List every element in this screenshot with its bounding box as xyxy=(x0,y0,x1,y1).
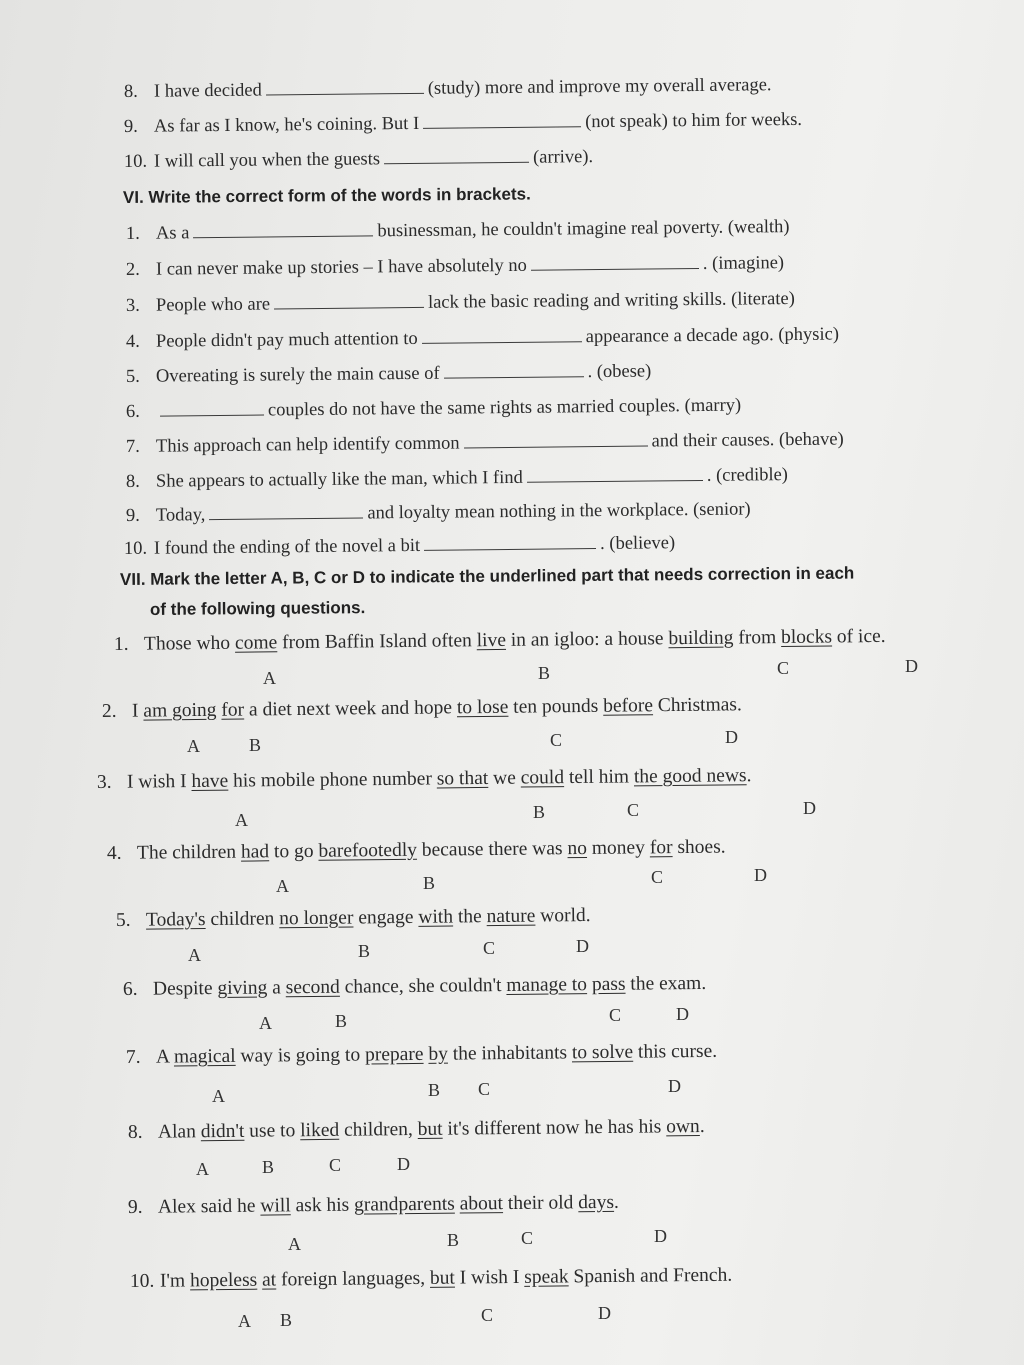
option-a-underline: had xyxy=(240,841,270,863)
exercise-line: 6. couples do not have the same rights as married couples. (marry) xyxy=(125,395,742,422)
exercise-line: 3. People who are lack the basic reading and writing skills. (literate) xyxy=(125,288,795,316)
choice-letter-d[interactable]: D xyxy=(676,1004,689,1024)
exercise-line: 2. I can never make up stories – I have absolutely no . (imagine) xyxy=(125,253,785,280)
choice-letter-c[interactable]: C xyxy=(609,1005,622,1025)
question-line: 5. Today's children no longer engage with the nature world. xyxy=(115,905,591,931)
choice-letter-b[interactable]: B xyxy=(423,873,436,893)
choice-letter-a[interactable]: A xyxy=(276,876,289,896)
option-a-underline: hopeless xyxy=(189,1269,258,1292)
choice-letter-c[interactable]: C xyxy=(627,800,640,820)
option-b-underline: at xyxy=(261,1269,277,1291)
section-heading: VI. Write the correct form of the words in brackets. xyxy=(122,184,531,207)
choice-letter-b[interactable]: B xyxy=(358,941,371,961)
choice-letter-d[interactable]: D xyxy=(576,936,589,956)
option-a-underline: didn't xyxy=(200,1120,245,1143)
option-d-underline: the good news xyxy=(633,765,747,788)
exercise-line: 9. As far as I know, he's coining. But I (not speak) to him for weeks. xyxy=(123,109,803,137)
option-c-underline: no xyxy=(567,837,588,860)
answer-blank[interactable] xyxy=(463,432,647,449)
question-line: 6. Despite giving a second chance, she couldn't manage to pass the exam. xyxy=(122,972,707,1000)
answer-blank[interactable] xyxy=(527,466,703,483)
question-line: 8. Alan didn't use to liked children, but it's different now he has his own. xyxy=(127,1115,705,1143)
exercise-line: 4. People didn't pay much attention to appearance a decade ago. (physic) xyxy=(125,324,840,352)
choice-letter-d[interactable]: D xyxy=(803,798,816,818)
option-c-underline: building xyxy=(668,627,734,650)
answer-blank[interactable] xyxy=(384,148,529,165)
choice-letter-b[interactable]: B xyxy=(533,802,546,822)
choice-letter-a[interactable]: A xyxy=(212,1086,225,1106)
choice-letter-c[interactable]: C xyxy=(651,867,664,887)
answer-blank[interactable] xyxy=(422,327,582,344)
option-c-underline: manage to xyxy=(506,974,588,996)
answer-blank[interactable] xyxy=(531,254,699,271)
option-a-underline: Today's xyxy=(145,909,206,931)
choice-letter-d[interactable]: D xyxy=(598,1303,611,1323)
option-c-underline: about xyxy=(459,1193,504,1215)
option-c-underline: by xyxy=(428,1043,448,1065)
question-line: 1. Those who come from Baffin Island often live in an igloo: a house building from blocks of ice. xyxy=(113,625,886,655)
choice-letter-a[interactable]: A xyxy=(259,1013,272,1033)
option-a-underline: have xyxy=(191,770,229,793)
exercise-line: 8. I have decided (study) more and improve my overall average. xyxy=(123,75,772,102)
option-b-underline: for xyxy=(221,699,245,721)
answer-blank[interactable] xyxy=(423,112,581,129)
answer-blank[interactable] xyxy=(209,504,363,521)
option-d-underline: blocks xyxy=(780,626,833,649)
option-c-underline: but xyxy=(417,1118,443,1140)
option-a-underline: am going xyxy=(143,699,217,722)
choice-letter-c[interactable]: C xyxy=(777,658,790,678)
choice-letter-c[interactable]: C xyxy=(550,730,563,750)
exercise-line: 8. She appears to actually like the man, which I find . (credible) xyxy=(125,465,789,492)
answer-blank[interactable] xyxy=(274,293,424,310)
choice-letter-a[interactable]: A xyxy=(288,1234,301,1254)
option-b-underline: grandparents xyxy=(353,1193,455,1216)
option-c-underline: to lose xyxy=(456,696,509,719)
option-a-underline: giving xyxy=(217,977,268,1000)
option-d-underline: pass xyxy=(591,973,626,996)
choice-letter-c[interactable]: C xyxy=(481,1305,494,1325)
option-c-underline: could xyxy=(520,767,565,789)
question-line: 9. Alex said he will ask his grandparents about their old days. xyxy=(127,1191,619,1218)
option-b-underline: no longer xyxy=(279,907,354,930)
choice-letter-a[interactable]: A xyxy=(235,810,248,830)
choice-letter-c[interactable]: C xyxy=(483,938,496,958)
choice-letter-b[interactable]: B xyxy=(428,1080,441,1100)
choice-letter-c[interactable]: C xyxy=(329,1155,342,1175)
answer-blank[interactable] xyxy=(424,534,596,551)
choice-letter-b[interactable]: B xyxy=(262,1157,275,1177)
choice-letter-a[interactable]: A xyxy=(263,668,276,688)
option-d-underline: for xyxy=(649,837,673,859)
option-a-underline: magical xyxy=(173,1045,236,1068)
choice-letter-b[interactable]: B xyxy=(538,663,551,683)
choice-letter-a[interactable]: A xyxy=(188,945,201,965)
exercise-line: 9. Today, and loyalty mean nothing in the workplace. (senior) xyxy=(125,499,751,526)
option-b-underline: live xyxy=(476,629,507,652)
choice-letter-d[interactable]: D xyxy=(654,1226,667,1246)
answer-blank[interactable] xyxy=(266,79,424,96)
exercise-line: 1. As a businessman, he couldn't imagine real poverty. (wealth) xyxy=(125,217,790,244)
answer-blank[interactable] xyxy=(443,362,583,378)
option-b-underline: prepare xyxy=(364,1043,424,1066)
choice-letter-d[interactable]: D xyxy=(754,865,767,885)
option-d-underline: days xyxy=(578,1191,615,1214)
choice-letter-b[interactable]: B xyxy=(280,1310,293,1330)
option-c-underline: with xyxy=(418,906,454,928)
section-heading-continued: of the following questions. xyxy=(149,598,366,619)
choice-letter-d[interactable]: D xyxy=(397,1154,410,1174)
exercise-line: 5. Overeating is surely the main cause of . (obese) xyxy=(125,361,652,387)
exercise-line: 7. This approach can help identify common and their causes. (behave) xyxy=(125,429,844,457)
answer-blank[interactable] xyxy=(193,221,373,238)
option-d-underline: nature xyxy=(486,905,536,928)
exercise-line: 10. I will call you when the guests (arrive). xyxy=(123,147,594,172)
option-a-underline: come xyxy=(234,632,278,654)
option-d-underline: to solve xyxy=(571,1041,634,1064)
choice-letter-b[interactable]: B xyxy=(335,1011,348,1031)
choice-letter-d[interactable]: D xyxy=(668,1076,681,1096)
choice-letter-a[interactable]: A xyxy=(196,1159,209,1179)
option-b-underline: so that xyxy=(436,767,489,790)
choice-letter-a[interactable]: A xyxy=(187,736,200,756)
choice-letter-b[interactable]: B xyxy=(447,1230,460,1250)
question-line: 10. I'm hopeless at foreign languages, but I wish I speak Spanish and French. xyxy=(129,1264,733,1292)
section-heading: VII. Mark the letter A, B, C or D to indicate the underlined part that needs correction in each xyxy=(119,563,855,589)
answer-blank[interactable] xyxy=(160,401,264,417)
choice-letter-c[interactable]: C xyxy=(478,1079,491,1099)
option-b-underline: barefootedly xyxy=(318,839,418,862)
choice-letter-a[interactable]: A xyxy=(238,1311,251,1331)
choice-letter-c[interactable]: C xyxy=(521,1228,534,1248)
option-b-underline: liked xyxy=(300,1119,340,1142)
option-c-underline: but xyxy=(429,1267,455,1289)
choice-letter-d[interactable]: D xyxy=(725,727,738,747)
option-d-underline: before xyxy=(603,695,654,717)
question-line: 2. I am going for a diet next week and hope to lose ten pounds before Christmas. xyxy=(101,694,742,722)
exercise-line: 10. I found the ending of the novel a bit . (believe) xyxy=(123,533,676,559)
option-d-underline: speak xyxy=(524,1266,569,1288)
question-line: 4. The children had to go barefootedly because there was no money for shoes. xyxy=(106,836,726,864)
option-a-underline: will xyxy=(260,1195,291,1217)
choice-letter-b[interactable]: B xyxy=(249,735,262,755)
option-d-underline: own xyxy=(666,1116,700,1138)
choice-letter-d[interactable]: D xyxy=(905,656,918,676)
question-line: 3. I wish I have his mobile phone number so that we could tell him the good news. xyxy=(96,765,752,793)
option-b-underline: second xyxy=(285,976,340,999)
question-line: 7. A magical way is going to prepare by the inhabitants to solve this curse. xyxy=(125,1040,718,1068)
